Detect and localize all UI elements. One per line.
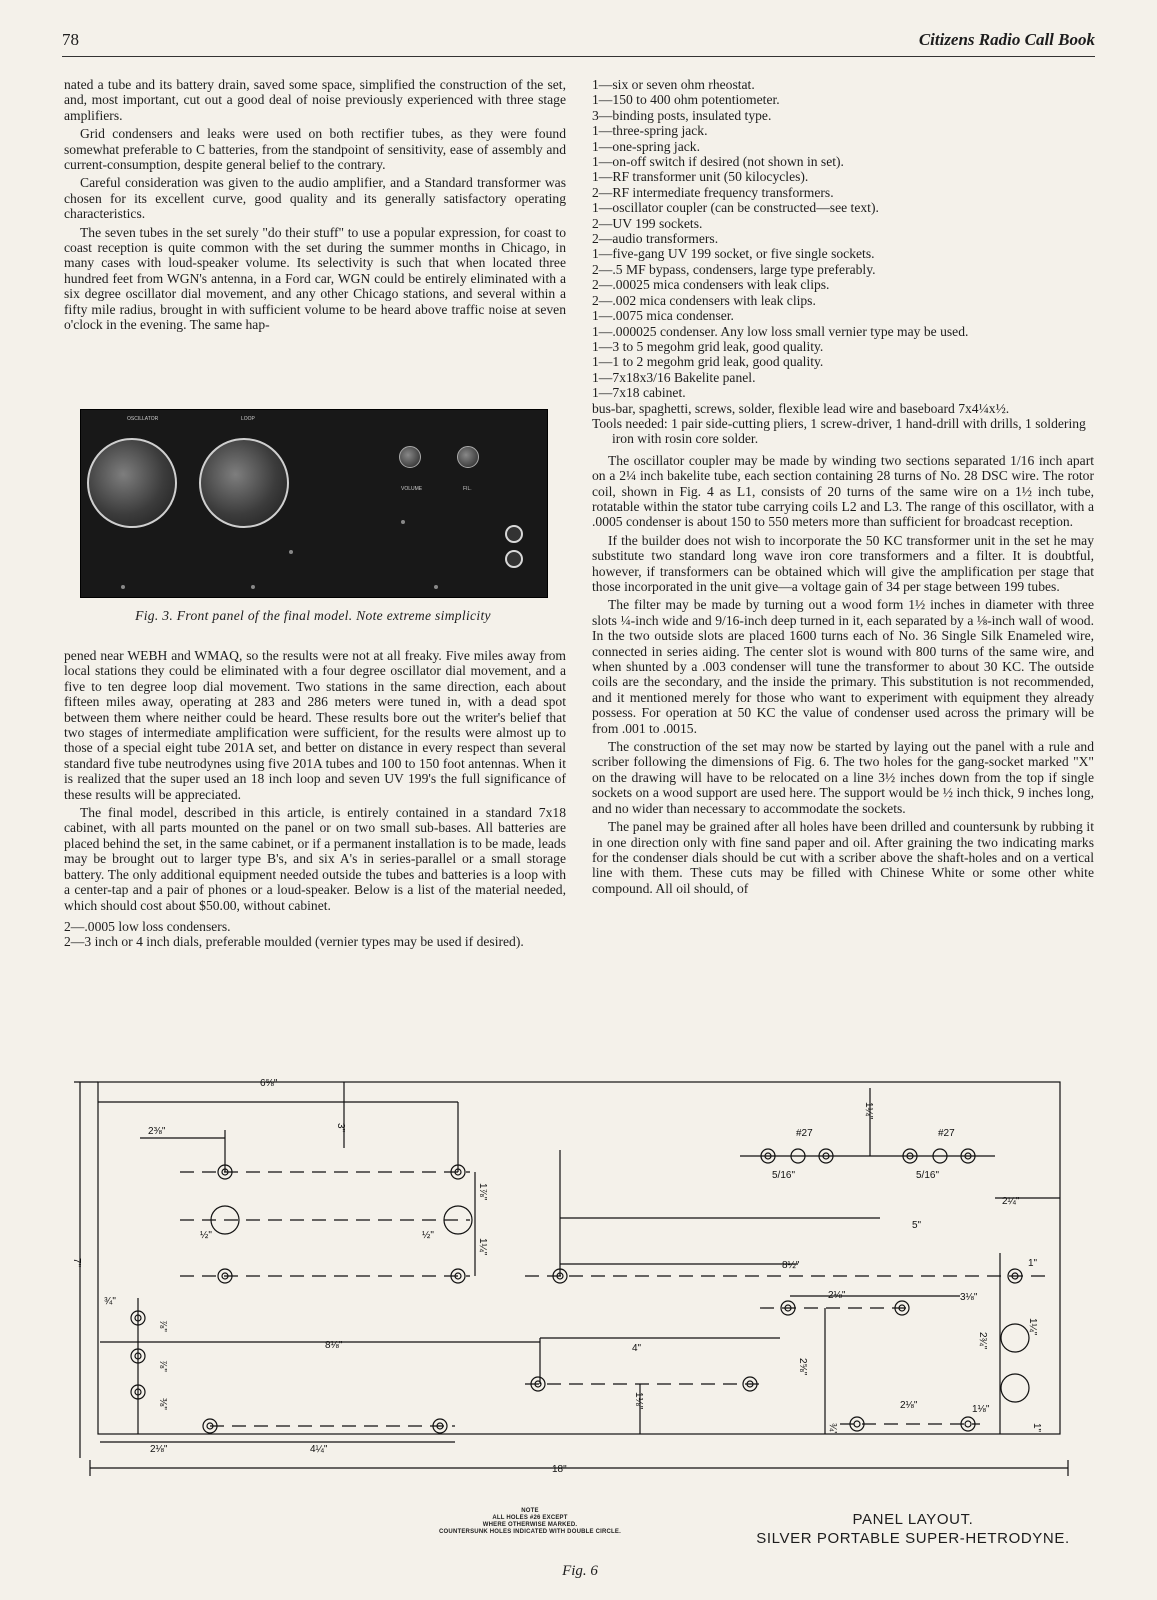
dim-label: 1⅞" xyxy=(477,1183,488,1201)
list-item: 1—150 to 400 ohm potentiometer. xyxy=(592,92,780,108)
list-item: 1—six or seven ohm rheostat. xyxy=(592,77,755,92)
material-list-left xyxy=(64,919,566,950)
loop-label: LOOP xyxy=(241,416,255,422)
list-item: 2—UV 199 sockets. xyxy=(592,215,703,231)
dim-label: 3" xyxy=(335,1123,346,1133)
dim-label: 1¼" xyxy=(477,1238,488,1256)
hole-markers xyxy=(131,1149,1029,1433)
screw-icon xyxy=(401,520,405,524)
dim-label: 6⅝" xyxy=(260,1078,278,1089)
drawing-title-line: PANEL LAYOUT. xyxy=(852,1511,974,1528)
dim-label: ¾" xyxy=(827,1423,838,1435)
dim-label: 1⅛" xyxy=(633,1392,644,1410)
dim-label: 4" xyxy=(632,1343,642,1354)
note-line: COUNTERSUNK HOLES INDICATED WITH DOUBLE CIRCLE. xyxy=(439,1529,621,1535)
screw-icon xyxy=(251,585,255,589)
oscillator-dial xyxy=(87,438,177,528)
paragraph: Careful consideration was given to the audio amplifier, and a Standard transformer was chosen for its excellent curve, good quality and its generally satisfactory operating characteristics. xyxy=(64,175,566,222)
loop-dial xyxy=(199,438,289,528)
dim-label: ⅞" xyxy=(157,1360,168,1372)
dim-label: 18" xyxy=(552,1464,567,1475)
figure-6-caption: Fig. 6 xyxy=(562,1563,598,1579)
paragraph: The panel may be grained after all holes have been drilled and countersunk by rubbing it in one direction only with fine sand paper and oil. After graining the two indicating marks for the condenser dials should be cut with a scriber above the shaft-holes and on a vertical line with them. These cuts may be filled with Chinese White or some other white compound. All oil should, of xyxy=(592,819,1094,896)
paragraph: The filter may be made by turning out a wood form 1½ inches in diameter with three slots ¼-inch wide and 9/16-inch deep turned in it, each separated by a ⅛-inch wall of wood. In the two outside slots are placed 1600 turns each of No. 36 Single Silk Enameled wire, connected in series aiding. The center slot is wound with 800 turns of the same wire, and when shunted by a .003 condenser will tune the transformer to about 30 KC. The outside coils are the secondary, and the inside the primary. This substitution is not recommended, and it mentioned merely for those who want to experiment with equipment they already possess. For operation at 50 KC the value of condenser used across the primary will be from .001 to .0015. xyxy=(592,597,1094,736)
list-item: 1—.000025 condenser. Any low loss small vernier type may be used. xyxy=(592,323,969,339)
left-column-bottom xyxy=(64,648,566,950)
material-list-right xyxy=(592,77,1094,447)
list-item: 3—binding posts, insulated type. xyxy=(592,107,772,123)
right-column xyxy=(592,77,1094,896)
screw-icon xyxy=(289,550,293,554)
paragraph: If the builder does not wish to incorporate the 50 KC transformer unit in the set he may substitute two standard long wave iron core transformers and a filter. It is doubtful, however, if transformers can be obtained which will give the amplification per stage that those incorporated in the unit give—a voltage gain of 34 per stage between 199 tubes. xyxy=(592,532,1094,594)
dim-label: ¾" xyxy=(104,1296,116,1307)
list-item: 1—on-off switch if desired (not shown in set). xyxy=(592,154,844,170)
dim-label: 3⅛" xyxy=(960,1292,978,1303)
list-item: 1—7x18x3/16 Bakelite panel. xyxy=(592,369,756,385)
screw-icon xyxy=(121,585,125,589)
list-item: 2—3 inch or 4 inch dials, preferable moulded (vernier types may be used if desired). xyxy=(64,934,524,950)
paragraph: Grid condensers and leaks were used on both rectifier tubes, as they were found somewhat preferable to C batteries, from the standpoint of sensitivity, ease of assembly and current-consumption, despite general belief to the contrary. xyxy=(64,126,566,173)
page-number: 78 xyxy=(62,30,79,49)
dim-label: 1" xyxy=(1028,1258,1038,1269)
dim-label: 5" xyxy=(912,1220,922,1231)
dim-label: 1" xyxy=(1031,1423,1042,1433)
dim-label: 5/16" xyxy=(772,1170,796,1181)
list-item: 1—three-spring jack. xyxy=(592,123,708,139)
dim-label: 8½" xyxy=(782,1260,800,1271)
list-item: 2—.00025 mica condensers with leak clips. xyxy=(592,277,830,293)
list-item: 1—five-gang UV 199 socket, or five single sockets. xyxy=(592,246,875,262)
dim-label: 4¼" xyxy=(310,1444,328,1455)
dim-label: 5/16" xyxy=(916,1170,940,1181)
dim-label: #27 xyxy=(938,1128,955,1139)
paragraph: pened near WEBH and WMAQ, so the results were not at all freaky. Five miles away from local stations they could be eliminated with a four degree oscillator dial movement, and a five to ten degree loop dial movement. Two stations in the same direction, each about fifteen miles away, operating at 283 and 286 meters were tuned in, with a dead spot between them where neither could be heard. These results bore out the writer's belief that two stages of intermediate amplification were sufficient, for the results were almost up to those of a special eight tube 201A set, and better on distance in every respect than several standard five tube neutrodynes using five 201A tubes and 100 to 150 foot antennas. When it is realized that the super used an 18 inch loop and seven UV 199's the full significance of these results will be appreciated. xyxy=(64,648,566,802)
left-column-top xyxy=(64,77,566,333)
dim-label: ½" xyxy=(200,1230,212,1241)
dim-label: 7" xyxy=(71,1258,82,1268)
note-line: ALL HOLES #26 EXCEPT xyxy=(492,1515,568,1521)
list-item: 2—audio transformers. xyxy=(592,231,719,247)
page-header xyxy=(62,26,1095,57)
screw-icon xyxy=(434,585,438,589)
paragraph: nated a tube and its battery drain, saved some space, simplified the construction of the set, and, most important, cut out a good deal of noise previously experienced with three stage amplifiers. xyxy=(64,77,566,123)
panel-outline xyxy=(98,1082,1060,1434)
dim-label: 2⅛" xyxy=(150,1444,168,1455)
note-title: NOTE xyxy=(521,1508,539,1514)
paragraph: The final model, described in this article, is entirely contained in a standard 7x18 cabinet, with all parts mounted on the panel or on two small sub-bases. All batteries are placed behind the set, in the same cabinet, or if a permanent installation is to be made, leads may be brought out to larger type B's, and six A's in series-parallel or a small storage battery. The only additional equipment needed outside the tubes and batteries is a loop with a center-tap and a pair of phones or a loud-speaker. Below is a list of the material needed, which should cost about $50.00, without cabinet. xyxy=(64,805,566,913)
panel-layout-drawing xyxy=(60,1068,1100,1508)
jack-icon xyxy=(505,525,523,543)
fil-label: FIL. xyxy=(463,486,472,492)
paragraph: The oscillator coupler may be made by winding two sections separated 1/16 inch apart on a 2¼ inch bakelite tube, each section containing 28 turns of No. 28 DSC wire. The rotor coil, shown in Fig. 4 as L1, consists of 20 turns of the same wire on a 1½ inch tube, rotatable within the stator tube carrying coils L2 and L3. The range of this oscillator, with a .0005 condenser is about 150 to 550 meters more than sufficient for broadcast reception. xyxy=(592,452,1094,530)
paragraph: The seven tubes in the set surely "do their stuff" to use a popular expression, for coast to coast reception is quite common with the set during the summer months in Chicago, in many cases with loud-speaker volume. Its selectivity is such that when located three hundred feet from WGN's antenna, in a Ford car, WGN could be entirely eliminated with a six degree oscillator dial movement, and any other Chicago stations, and several within a fifty mile radius, brought in with sufficient volume to be heard above traffic noise at seven o'clock in the evening. The same hap- xyxy=(64,224,566,333)
volume-label: VOLUME xyxy=(401,486,423,492)
figure-3-caption: Fig. 3. Front panel of the final model. Note extreme simplicity xyxy=(135,608,491,623)
dim-label: 2¾" xyxy=(977,1332,988,1350)
drawing-title-line: SILVER PORTABLE SUPER-HETRODYNE. xyxy=(756,1530,1070,1547)
note-line: WHERE OTHERWISE MARKED. xyxy=(482,1522,578,1528)
list-item: Tools needed: 1 pair side-cutting pliers, 1 screw-driver, 1 hand-drill with drills, 1 soldering iron with rosin core solder. xyxy=(592,415,1086,447)
drawing-note xyxy=(400,1508,660,1536)
list-item: 1—7x18 cabinet. xyxy=(592,385,686,401)
dim-label: 1¼" xyxy=(863,1102,874,1120)
paragraph: The construction of the set may now be started by laying out the panel with a rule and scriber following the dimensions of Fig. 6. The two holes for the gang-socket marked "X" on the drawing will have to be relocated on a line 3½ inches down from the top if single sockets on a wood support are used here. The support would be ½ inch thick, 9 inches long, and no wider than necessary to accommodate the sockets. xyxy=(592,739,1094,816)
front-panel-photo xyxy=(80,409,548,598)
dim-label: 1¼" xyxy=(1027,1318,1038,1336)
dim-label: 2⅜" xyxy=(148,1126,166,1137)
list-item: 2—.5 MF bypass, condensers, large type preferably. xyxy=(592,261,876,277)
dim-label: 8⅛" xyxy=(325,1340,343,1351)
volume-knob xyxy=(399,446,421,468)
list-item: 1—one-spring jack. xyxy=(592,138,700,154)
list-item: 2—.002 mica condensers with leak clips. xyxy=(592,292,816,308)
dim-label: 2⅛" xyxy=(828,1290,846,1301)
list-item: bus-bar, spaghetti, screws, solder, flexible lead wire and baseboard 7x4¼x½. xyxy=(592,400,1010,416)
dim-label: #27 xyxy=(796,1128,813,1139)
dim-label: ½" xyxy=(422,1230,434,1241)
drawing-title xyxy=(748,1510,1078,1548)
list-item: 2—RF intermediate frequency transformers. xyxy=(592,184,834,200)
list-item: 1—3 to 5 megohm grid leak, good quality. xyxy=(592,338,824,354)
jack-icon xyxy=(505,550,523,568)
list-item: 2—.0005 low loss condensers. xyxy=(64,918,231,934)
list-item: 1—RF transformer unit (50 kilocycles). xyxy=(592,169,809,185)
dim-label: 2⅝" xyxy=(797,1358,808,1376)
list-item: 1—.0075 mica condenser. xyxy=(592,308,734,324)
dim-label: 2¼" xyxy=(1002,1196,1020,1207)
filament-knob xyxy=(457,446,479,468)
dim-label: 2⅛" xyxy=(900,1400,918,1411)
dim-label: 1⅛" xyxy=(972,1404,990,1415)
oscillator-label: OSCILLATOR xyxy=(127,416,159,422)
dim-label: ⅜" xyxy=(157,1398,168,1410)
list-item: 1—oscillator coupler (can be constructed—see text). xyxy=(592,200,879,216)
dim-label: ⅞" xyxy=(157,1320,168,1332)
list-item: 1—1 to 2 megohm grid leak, good quality. xyxy=(592,354,824,370)
running-title: Citizens Radio Call Book xyxy=(918,30,1095,49)
